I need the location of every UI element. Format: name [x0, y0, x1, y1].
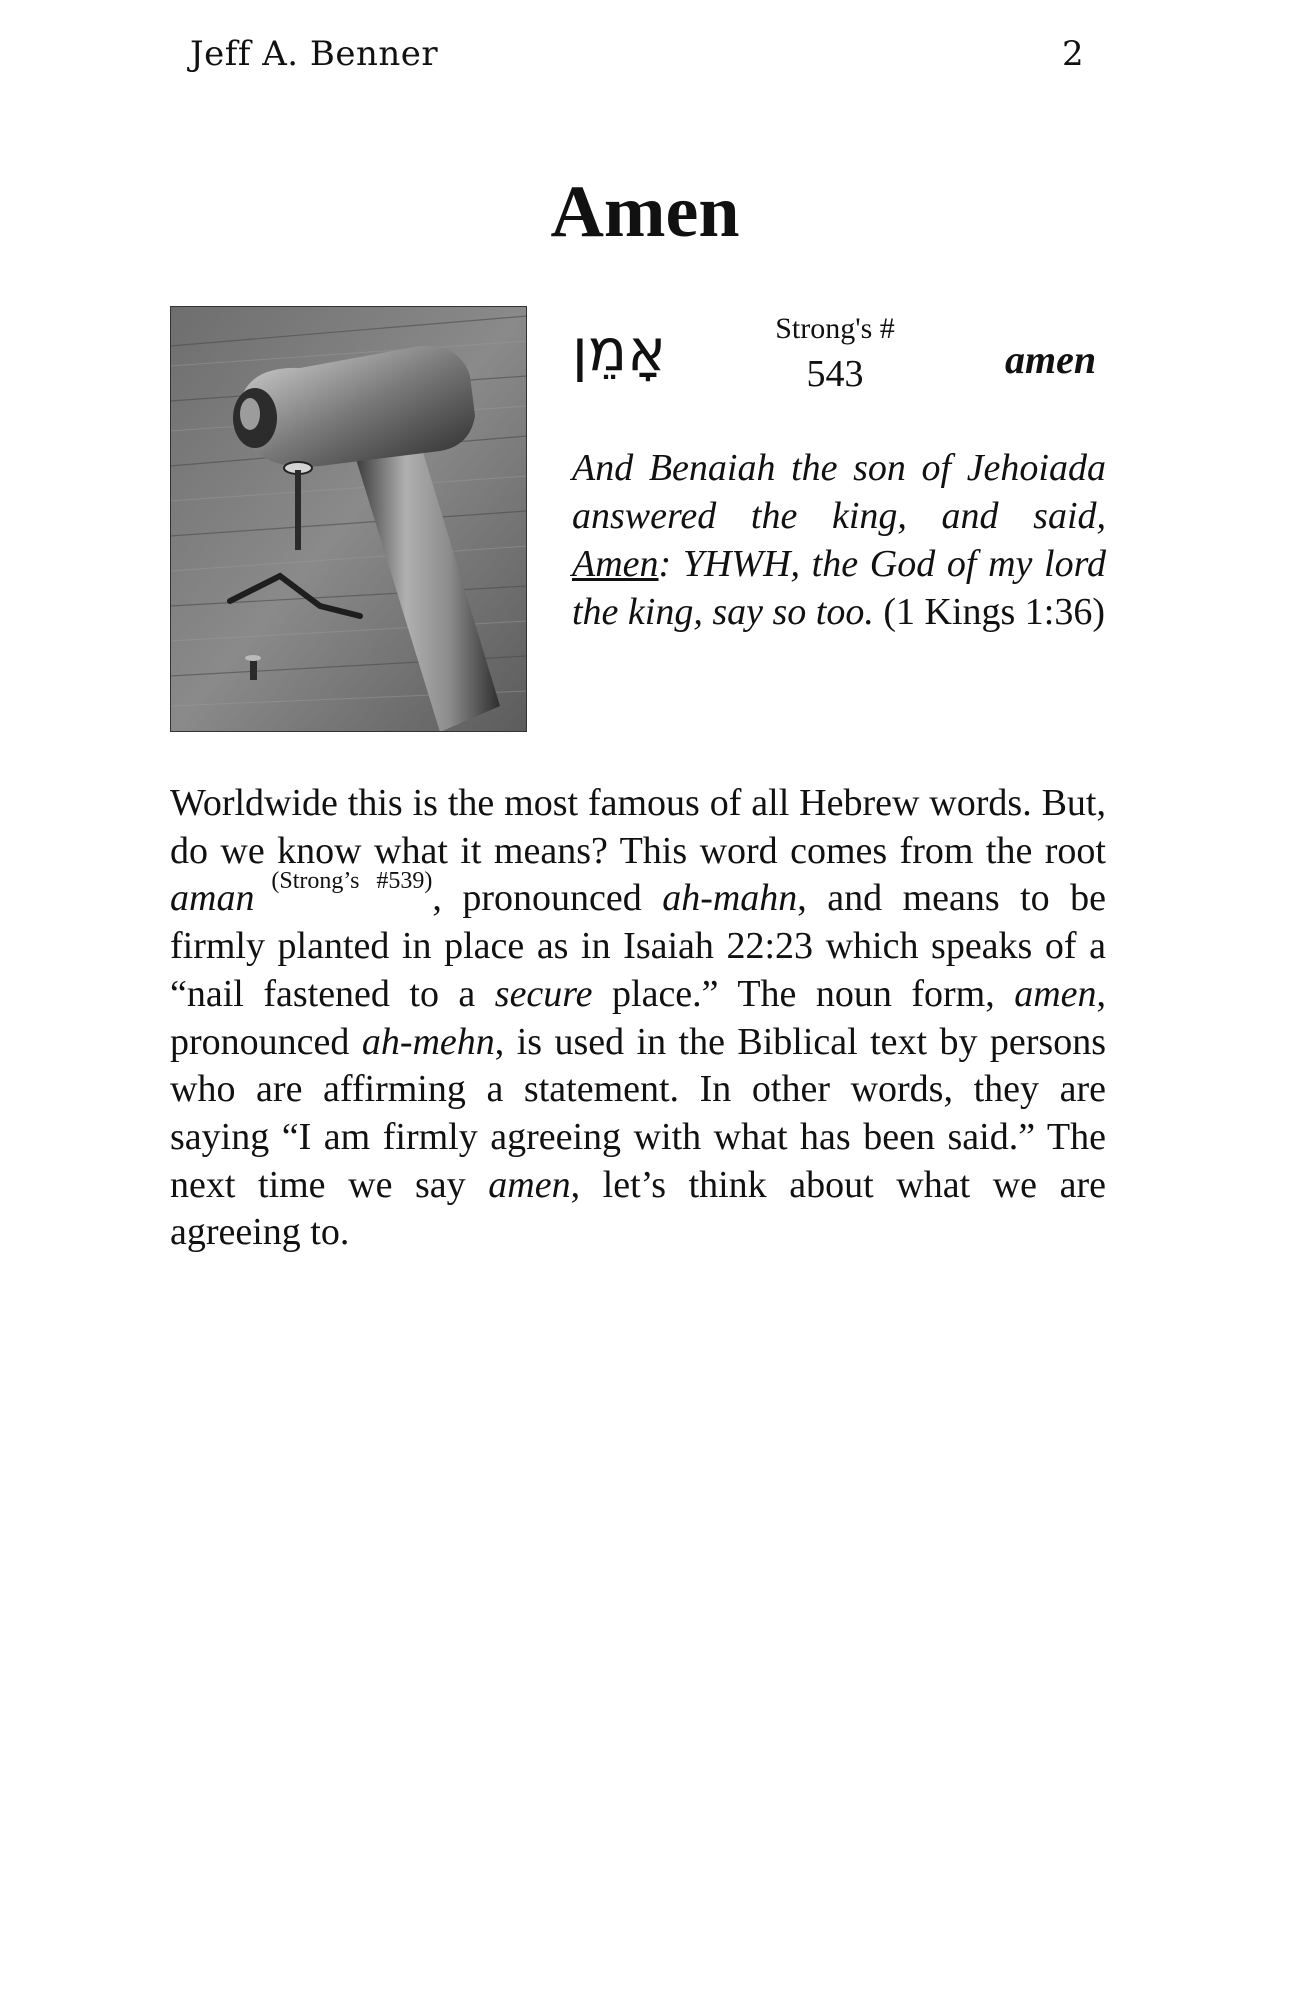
body-paragraph	[170, 780, 1106, 1257]
body-italic-term: secure	[494, 972, 593, 1015]
transliteration: amen	[1005, 337, 1097, 382]
hammer-and-nail-photo	[170, 306, 527, 732]
body-text-segment: , pronounced	[170, 972, 1107, 1063]
body-text-segment: , let’s think about what we are agreeing to.	[170, 1163, 1106, 1254]
strongs-label: Strong's #	[775, 312, 895, 345]
verse-reference: (1 Kings 1:36)	[873, 591, 1106, 633]
strongs-reference-superscript: (Strong’s #539)	[254, 868, 433, 895]
body-text-segment: , is used in the Biblical text by persons who are affirming a statement. In other words, they are saying “I am firmly agreeing with what has been said.” The next time we say	[170, 1020, 1106, 1206]
body-italic-term: ah-mehn	[361, 1020, 495, 1063]
verse-underlined-word: Amen	[572, 543, 659, 585]
body-italic-term: amen	[1014, 972, 1097, 1015]
body-italic-term: amen	[488, 1163, 571, 1206]
body-text-segment: , and means to be firmly planted in place as in Isaiah 22:23 which speaks of a “nail fastened to a	[170, 877, 1107, 1015]
hebrew-word: אָמֵן	[572, 316, 666, 384]
strongs-number: 543	[806, 353, 864, 395]
running-header-author: Jeff A. Benner	[190, 34, 439, 74]
scripture-quote	[572, 444, 1106, 636]
verse-text-start: And Benaiah the son of Jehoiada answered the king, and said,	[572, 447, 1106, 537]
body-text-segment: place.” The noun form,	[592, 972, 1015, 1015]
body-text-segment: Worldwide this is the most famous of all Hebrew words. But, do we know what it means? This word comes from the root	[170, 782, 1106, 872]
body-italic-term: ah-mahn	[662, 877, 798, 920]
body-italic-term: aman	[170, 877, 255, 920]
body-text-segment: , pronounced	[432, 877, 663, 920]
page-title: Amen	[550, 171, 740, 253]
page-number: 2	[1062, 34, 1084, 74]
verse-text-end: : YHWH, the God of my lord the king, say so too.	[572, 543, 1106, 633]
